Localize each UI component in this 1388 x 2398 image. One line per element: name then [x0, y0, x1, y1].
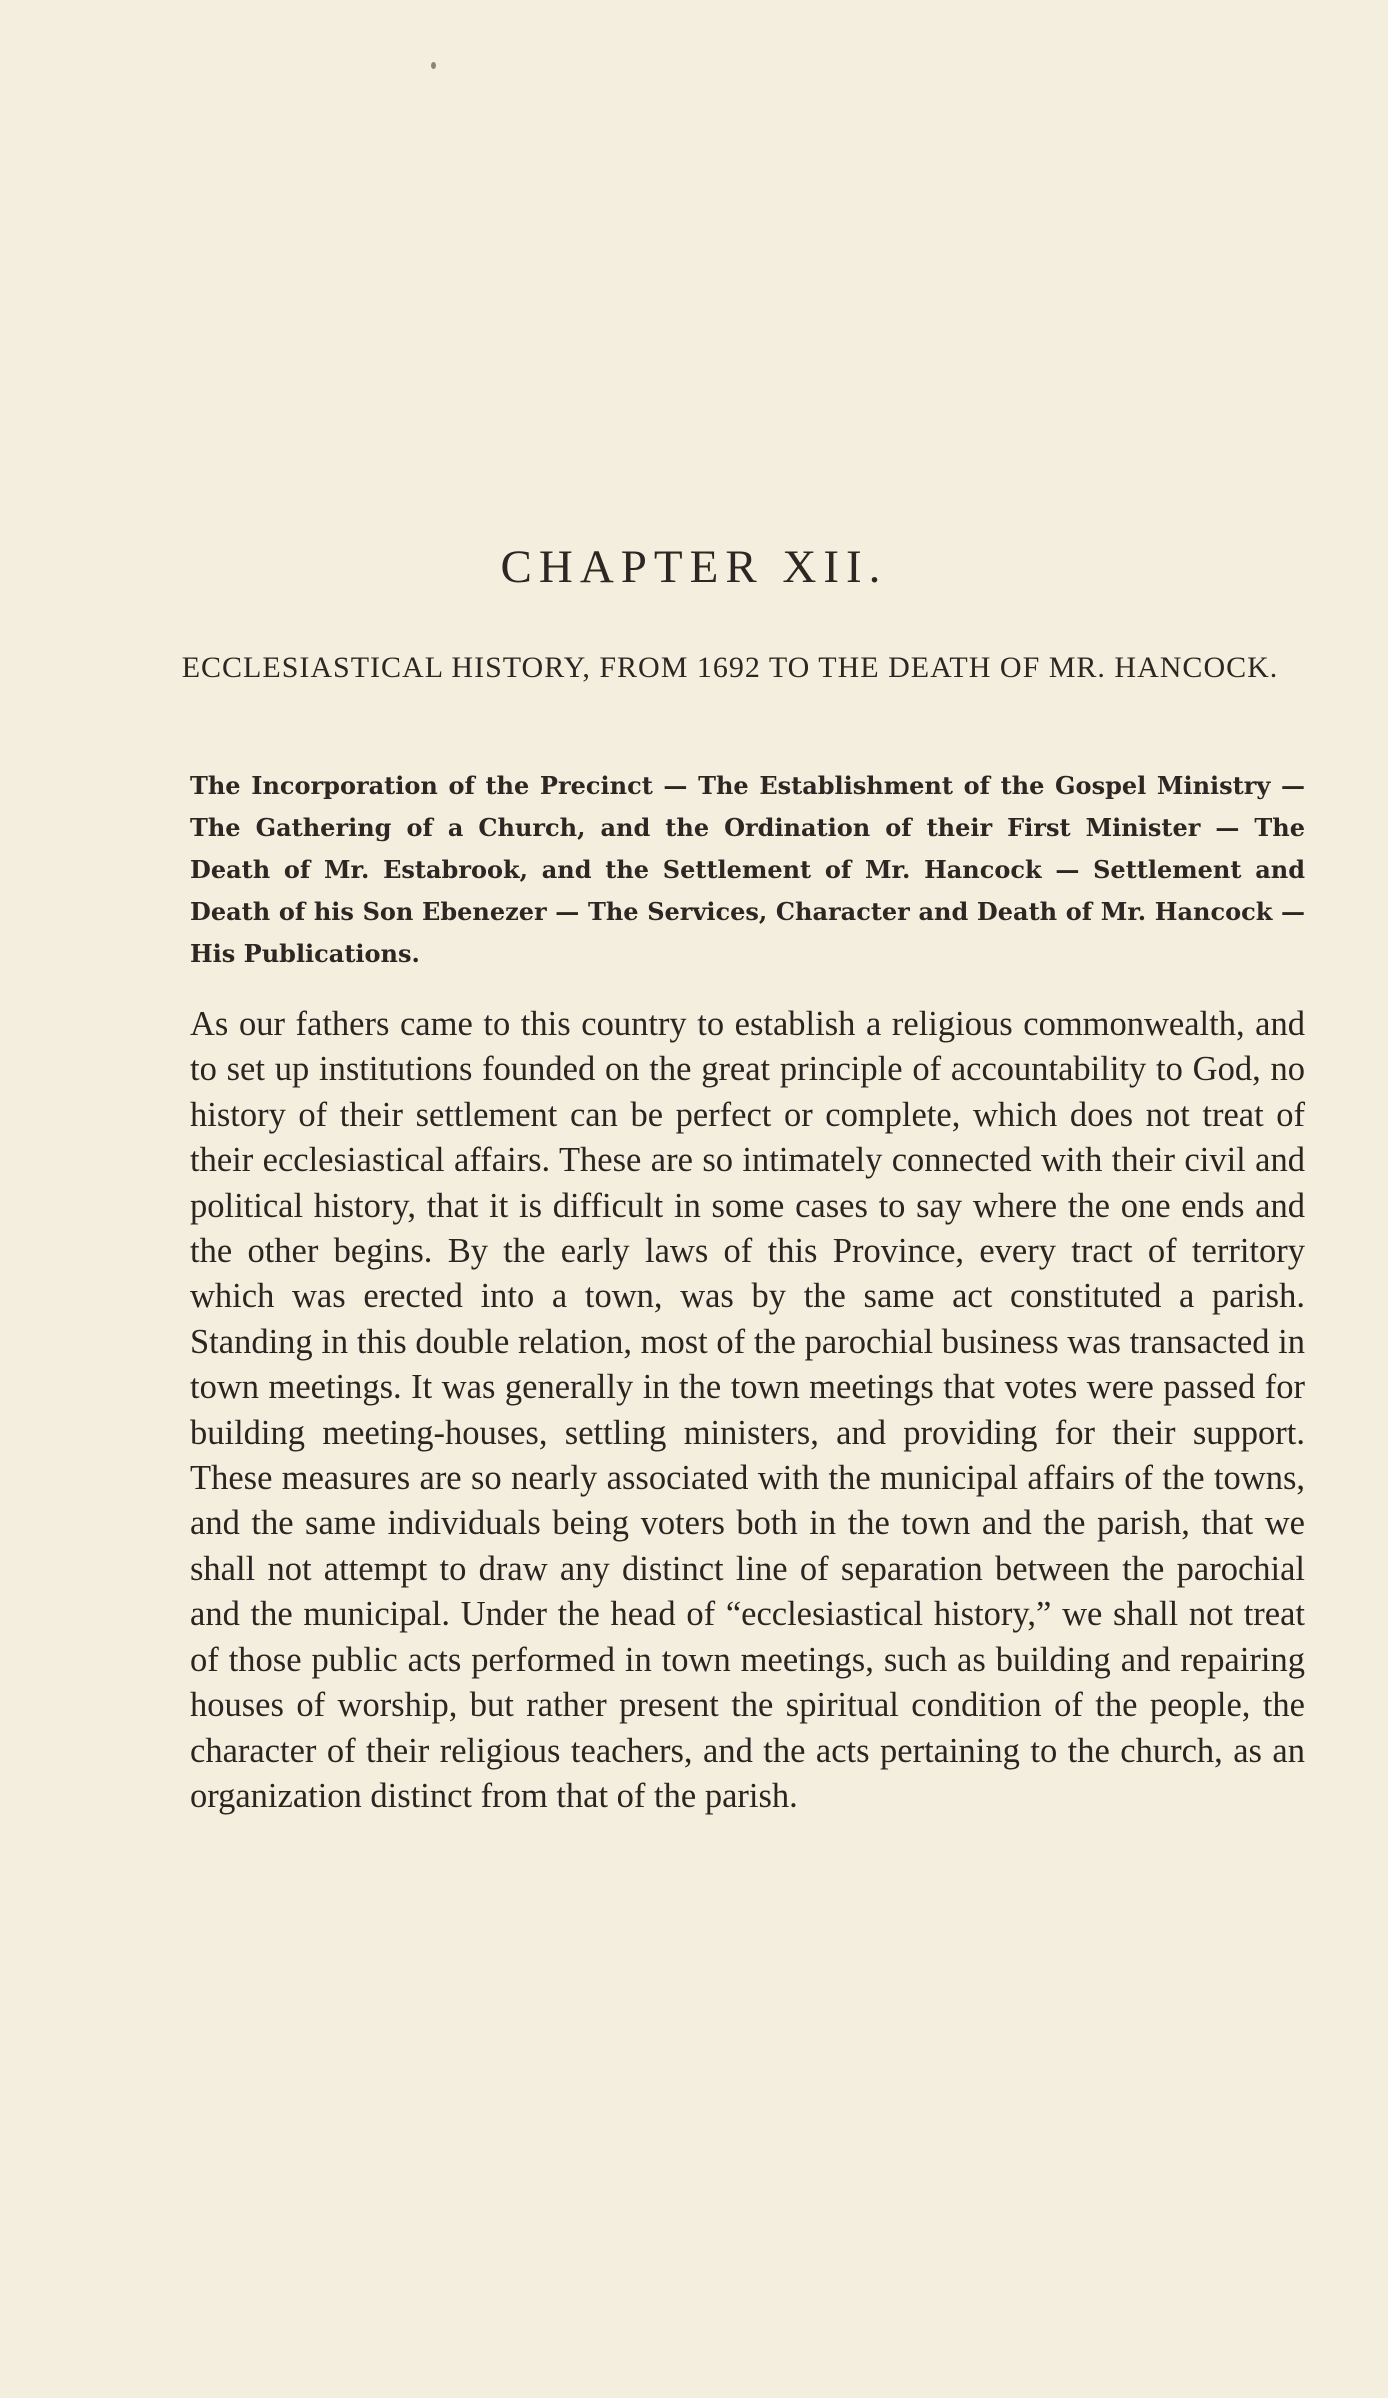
section-title: ECCLESIASTICAL HISTORY, FROM 1692 TO THE DEATH OF MR. HANCOCK.	[181, 651, 1279, 684]
body-paragraph: As our fathers came to this country to establish a religious commonwealth, and to set up institutions founded on the great principle of accountability to God, no history of their settlement can be perfect or complete, which does not treat of their ecclesiastical affairs. These are so intimately connected with their civil and political history, that it is difficult in some cases to say where the one ends and the other begins. By the early laws of this Province, every tract of territory which was erected into a town, was by the same act constituted a parish. Standing in this double relation, most of the parochial business was transacted in town meetings. It was generally in the town meetings that votes were passed for building meeting-houses, settling ministers, and providing for their support. These measures are so nearly associated with the municipal affairs of the towns, and the same individuals being voters both in the town and the parish, that we shall not attempt to draw any distinct line of separation between the parochial and the municipal. Under the head of “ecclesiastical history,” we shall not treat of those public acts performed in town meetings, such as building and repairing houses of worship, but rather present the spiritual condition of the people, the character of their religious teachers, and the acts pertaining to the church, as an organization distinct from that of the parish.	[190, 1005, 1305, 1815]
ink-speck	[431, 62, 436, 69]
chapter-synopsis: The Incorporation of the Precinct — The Establishment of the Gospel Ministry — The Gathering of a Church, and the Ordination of their First Minister — The Death of Mr. Estabrook, and the Settlement of Mr. Hancock — Settlement and Death of his Son Ebenezer — The Services, Character and Death of Mr. Hancock — His Publications.	[190, 771, 1305, 968]
chapter-title: CHAPTER XII.	[500, 541, 888, 593]
